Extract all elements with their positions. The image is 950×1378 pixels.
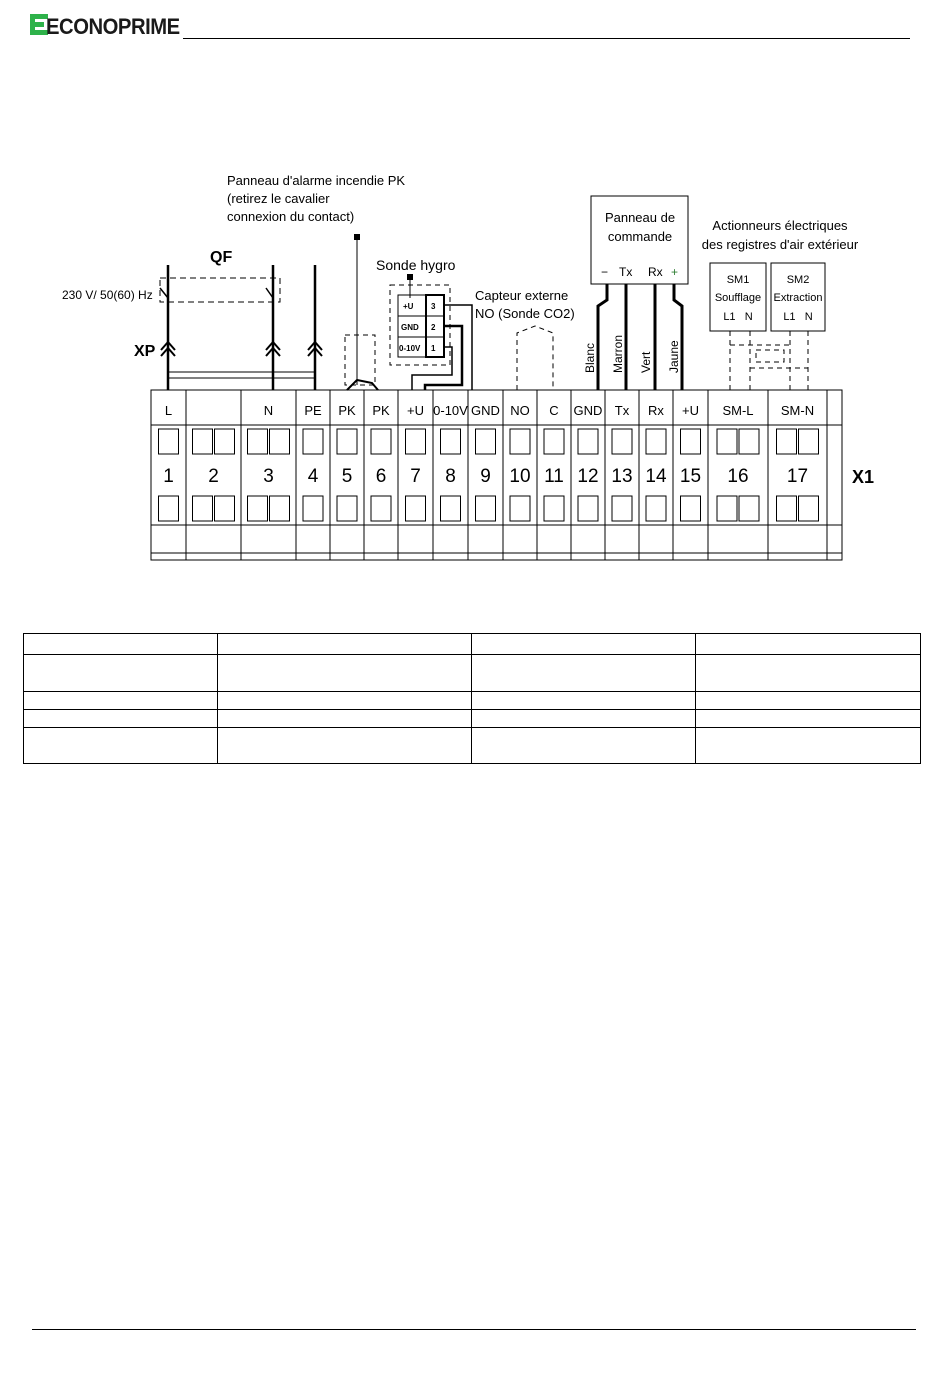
table-cell: [472, 634, 696, 655]
table-cell: [217, 655, 472, 692]
table-cell: [24, 728, 218, 764]
table-cell: [24, 710, 218, 728]
terminal-label: Tx: [614, 403, 630, 418]
terminal-5: [337, 403, 357, 521]
terminal-12: [574, 403, 603, 521]
terminal-number: 3: [263, 466, 274, 487]
svg-text:GND: GND: [401, 323, 419, 332]
svg-text:Panneau de: Panneau de: [604, 210, 676, 225]
screw-slot: [544, 496, 564, 521]
terminal-number: 12: [577, 466, 599, 487]
svg-text:Soufflage: Soufflage: [714, 292, 762, 304]
terminal-label: C: [549, 403, 559, 418]
table-cell: [696, 692, 921, 710]
screw-slot: [476, 496, 496, 521]
table-cell: [696, 655, 921, 692]
table-cell: [24, 692, 218, 710]
screw-slot: [646, 496, 666, 521]
terminal-label: NO: [510, 403, 530, 418]
screw-slot: [406, 496, 426, 521]
terminal-label: GND: [471, 403, 500, 418]
xp-label: XP: [134, 343, 156, 360]
screw-slot: [248, 429, 268, 454]
screw-slot: [193, 496, 213, 521]
table-cell: [472, 728, 696, 764]
table-cell: [217, 728, 472, 764]
terminal-9: [471, 403, 500, 521]
screw-slot: [337, 496, 357, 521]
screw-slot: [270, 429, 290, 454]
terminal-6: [371, 403, 391, 521]
terminal-14: [645, 403, 667, 521]
screw-slot: [193, 429, 213, 454]
svg-text:Capteur externe: Capteur externe: [475, 288, 569, 303]
svg-text:Extraction: Extraction: [773, 292, 823, 304]
terminal-number: 2: [208, 466, 219, 487]
svg-text:Rx: Rx: [648, 265, 663, 279]
wiring-diagram: [0, 150, 950, 570]
screw-slot: [681, 496, 701, 521]
terminal-label: PE: [304, 403, 322, 418]
brand-name: ECONOPRIME: [46, 14, 180, 39]
terminal-number: 17: [786, 466, 809, 487]
terminal-number: 16: [727, 466, 749, 487]
actuators-label: [702, 218, 859, 252]
terminal-number: 15: [679, 466, 702, 487]
x1-label: X1: [852, 467, 875, 487]
terminal-17: [777, 403, 819, 521]
screw-slot: [215, 429, 235, 454]
terminal-16: [717, 403, 759, 521]
table-row: [24, 655, 921, 692]
screw-slot: [303, 429, 323, 454]
table-cell: [24, 634, 218, 655]
header-rule: [183, 38, 910, 39]
svg-text:SM1: SM1: [726, 274, 750, 286]
terminal-10: [509, 403, 530, 521]
terminal-4: [303, 403, 323, 521]
screw-slot: [371, 496, 391, 521]
control-panel-pins: [601, 265, 678, 279]
terminal-label: L: [164, 403, 173, 418]
screw-slot: [441, 429, 461, 454]
fire-alarm-label: [227, 173, 405, 224]
terminal-number: 6: [375, 466, 387, 487]
page-header: [28, 10, 918, 42]
screw-slot: [717, 496, 737, 521]
terminal-label: GND: [573, 403, 603, 418]
screw-slot: [777, 429, 797, 454]
svg-text:Actionneurs électriques: Actionneurs électriques: [712, 218, 848, 233]
table-cell: [472, 692, 696, 710]
svg-text:SM2: SM2: [786, 274, 810, 286]
table-cell: [472, 710, 696, 728]
screw-slot: [544, 429, 564, 454]
terminal-number: 14: [645, 466, 667, 487]
svg-text:L1 N: L1 N: [723, 311, 753, 323]
svg-text:Vert: Vert: [639, 351, 653, 373]
screw-slot: [717, 429, 737, 454]
screw-slot: [248, 496, 268, 521]
terminal-number: 13: [611, 466, 633, 487]
terminal-15: [680, 403, 701, 521]
screw-slot: [406, 429, 426, 454]
terminal-8: [433, 403, 468, 521]
sonde-hygro-label: Sonde hygro: [376, 257, 456, 273]
terminal-label: PK: [338, 403, 356, 418]
terminal-label: SM-L: [722, 403, 754, 418]
screw-slot: [371, 429, 391, 454]
svg-text:NO (Sonde CO2): NO (Sonde CO2): [475, 306, 575, 321]
footer-rule: [32, 1329, 916, 1330]
svg-text:3: 3: [431, 302, 436, 311]
svg-text:connexion du contact): connexion du contact): [227, 209, 355, 224]
screw-slot: [476, 429, 496, 454]
screw-slot: [337, 429, 357, 454]
terminal-7: [406, 403, 426, 521]
voltage-label: 230 V/ 50(60) Hz: [62, 288, 153, 302]
table-row: [24, 710, 921, 728]
screw-slot: [510, 496, 530, 521]
screw-slot: [303, 496, 323, 521]
terminal-number: 1: [163, 466, 174, 487]
svg-text:L1 N: L1 N: [783, 311, 813, 323]
screw-slot: [681, 429, 701, 454]
screw-slot: [777, 496, 797, 521]
qf-label: QF: [210, 249, 233, 266]
table-cell: [24, 655, 218, 692]
table-cell: [696, 728, 921, 764]
svg-text:Panneau d'alarme incendie PK: Panneau d'alarme incendie PK: [227, 173, 406, 188]
terminal-block: [151, 390, 842, 560]
hygro-pins: [399, 302, 436, 353]
control-panel-label: [605, 210, 675, 244]
terminal-3: [248, 403, 290, 521]
terminal-label: PK: [372, 403, 390, 418]
svg-text:+U: +U: [403, 302, 414, 311]
screw-slot: [270, 496, 290, 521]
svg-text:0-10V: 0-10V: [399, 344, 421, 353]
table-cell: [217, 634, 472, 655]
table-cell: [217, 710, 472, 728]
svg-text:(retirez le cavalier: (retirez le cavalier: [227, 191, 330, 206]
info-table: [23, 633, 921, 764]
table-row: [24, 728, 921, 764]
terminal-label: SM-N: [780, 403, 815, 418]
screw-slot: [612, 496, 632, 521]
terminal-number: 10: [509, 466, 531, 487]
svg-text:1: 1: [431, 344, 436, 353]
screw-slot: [739, 496, 759, 521]
table-row: [24, 692, 921, 710]
svg-text:−: −: [601, 265, 609, 279]
terminal-number: 7: [410, 466, 421, 487]
table-row: [24, 634, 921, 655]
screw-slot: [739, 429, 759, 454]
terminal-label: +U: [407, 403, 424, 418]
svg-text:des registres d'air extérieur: des registres d'air extérieur: [701, 237, 859, 252]
table-cell: [696, 634, 921, 655]
capteur-label: [475, 288, 575, 321]
terminal-label: Rx: [648, 403, 664, 418]
svg-text:2: 2: [431, 323, 436, 332]
svg-text:+: +: [671, 265, 679, 279]
svg-text:commande: commande: [607, 229, 673, 244]
terminal-number: 8: [445, 466, 456, 487]
table-cell: [217, 692, 472, 710]
svg-text:Marron: Marron: [611, 334, 625, 373]
terminal-1: [159, 403, 179, 521]
terminal-label: +U: [682, 403, 699, 418]
svg-text:Jaune: Jaune: [667, 340, 681, 373]
terminal-2: [193, 429, 235, 521]
screw-slot: [159, 429, 179, 454]
screw-slot: [578, 496, 598, 521]
screw-slot: [799, 429, 819, 454]
terminal-number: 9: [480, 466, 491, 487]
screw-slot: [441, 496, 461, 521]
screw-slot: [510, 429, 530, 454]
sm1-box: [715, 274, 761, 323]
svg-text:Blanc: Blanc: [583, 342, 597, 373]
terminal-number: 4: [307, 466, 319, 487]
terminal-11: [544, 403, 564, 521]
table-cell: [472, 655, 696, 692]
screw-slot: [612, 429, 632, 454]
terminal-number: 11: [544, 466, 564, 487]
table-cell: [696, 710, 921, 728]
svg-text:Tx: Tx: [619, 265, 633, 279]
terminal-label: N: [263, 403, 274, 418]
terminal-number: 5: [341, 466, 353, 487]
screw-slot: [578, 429, 598, 454]
terminal-label: 0-10V: [433, 403, 468, 418]
screw-slot: [215, 496, 235, 521]
sm2-box: [774, 274, 823, 323]
terminal-13: [611, 403, 632, 521]
screw-slot: [799, 496, 819, 521]
screw-slot: [646, 429, 666, 454]
screw-slot: [159, 496, 179, 521]
